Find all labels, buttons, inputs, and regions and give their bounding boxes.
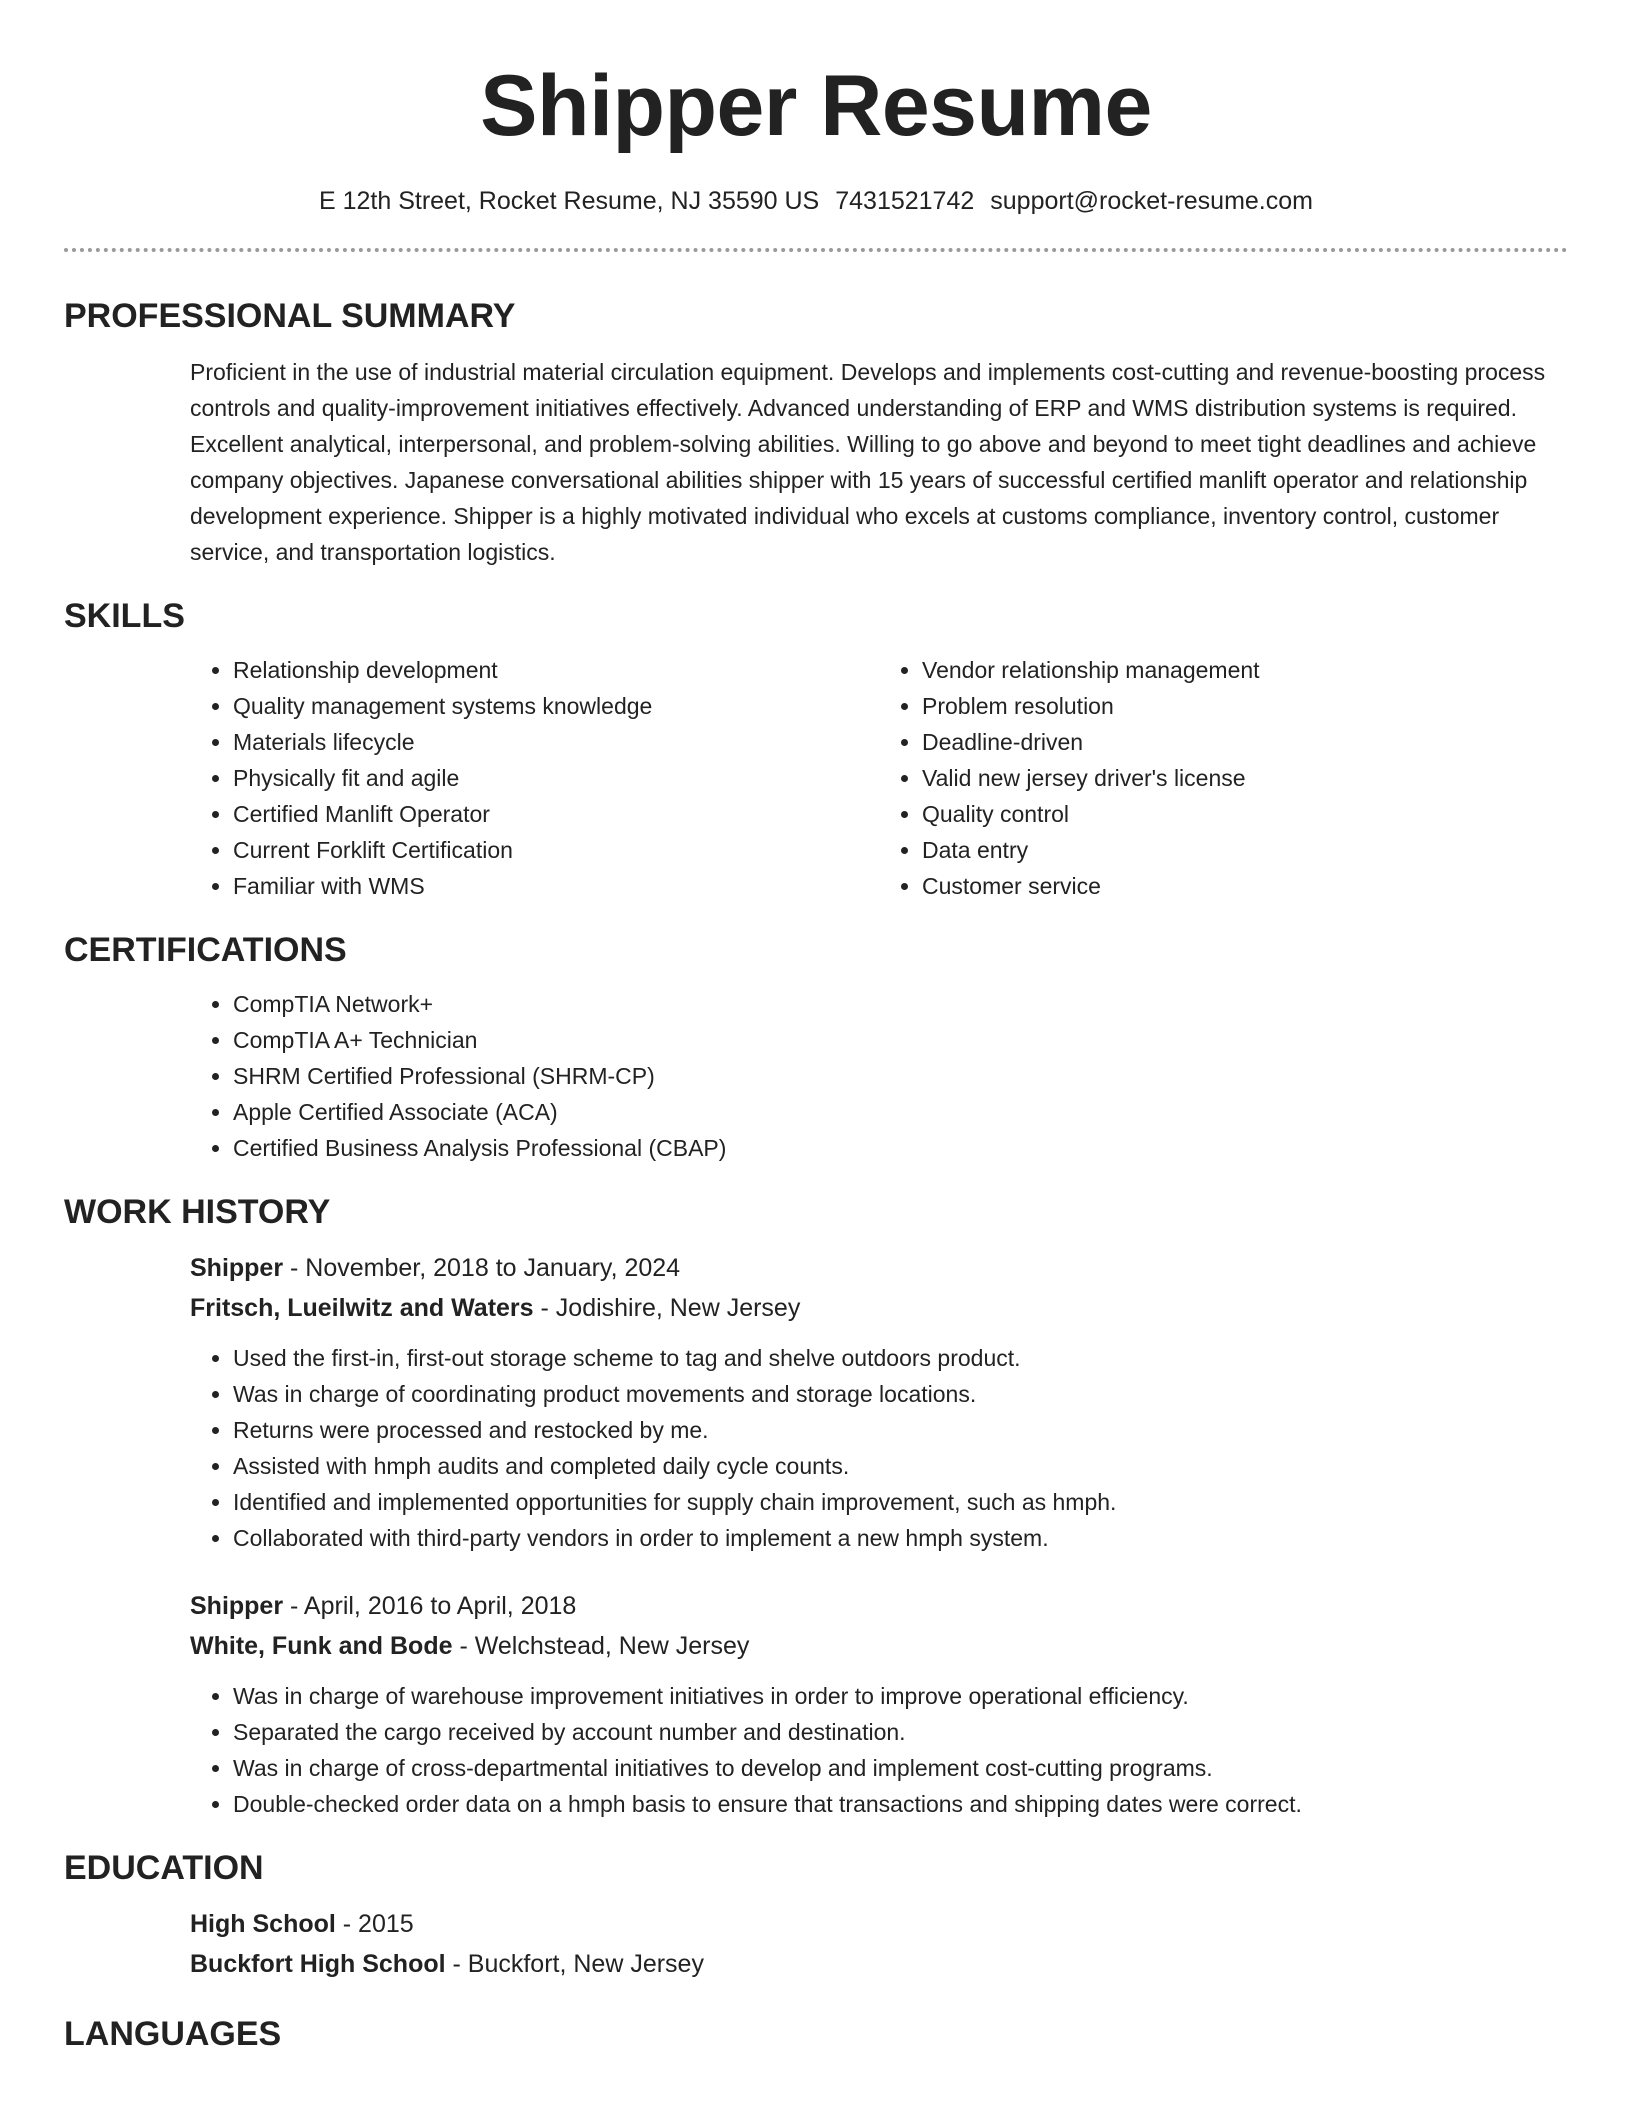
education-school-line: [190, 1944, 1568, 1984]
education-degree: High School: [190, 1910, 336, 1938]
skill-item: • Customer service: [922, 868, 1568, 904]
job-location: - Welchstead, New Jersey: [452, 1632, 750, 1660]
job-duty: • Returns were processed and restocked by me.: [233, 1412, 1568, 1448]
job-role: Shipper: [190, 1254, 284, 1282]
job-company-line: [190, 1288, 1568, 1328]
job-duty: • Identified and implemented opportunities for supply chain improvement, such as hmph.: [233, 1484, 1568, 1520]
skill-item: • Vendor relationship management: [922, 652, 1568, 688]
header-divider: [64, 248, 1568, 252]
education-degree-line: [190, 1904, 1568, 1944]
job-duties-list: [190, 1340, 1568, 1556]
job-dates: - April, 2016 to April, 2018: [283, 1592, 577, 1620]
job-duty: • Double-checked order data on a hmph basis to ensure that transactions and shipping dates were correct.: [233, 1786, 1568, 1822]
job-location: - Jodishire, New Jersey: [533, 1294, 801, 1322]
job-duty: • Used the first-in, first-out storage scheme to tag and shelve outdoors product.: [233, 1340, 1568, 1376]
certification-item: • CompTIA A+ Technician: [233, 1022, 1568, 1058]
contact-line: [64, 184, 1568, 218]
summary-section: [190, 354, 1568, 570]
section-title-work-history: WORK HISTORY: [64, 1193, 331, 1231]
job-duty: • Assisted with hmph audits and completed daily cycle counts.: [233, 1448, 1568, 1484]
job-company: Fritsch, Lueilwitz and Waters: [190, 1294, 534, 1322]
contact-email: support@rocket-resume.com: [990, 187, 1313, 215]
education-location: - Buckfort, New Jersey: [445, 1950, 704, 1978]
job-dates: - November, 2018 to January, 2024: [283, 1254, 681, 1282]
certifications-section: [190, 986, 1568, 1166]
job-role: Shipper: [190, 1592, 284, 1620]
section-title-skills: SKILLS: [64, 597, 185, 635]
certification-item: • SHRM Certified Professional (SHRM-CP): [233, 1058, 1568, 1094]
summary-text: Proficient in the use of industrial material circulation equipment. Develops and implements cost-cutting and revenue-boosting process controls and quality-improvement initiatives effectively. Advanced understanding of ERP and WMS distribution systems is required. Excellent analytical, interpersonal, and problem-solving abilities. Willing to go above and beyond to meet tight deadlines and achieve company objectives. Japanese conversational abilities shipper with 15 years of successful certified manlift operator and relationship development experience. Shipper is a highly motivated individual who excels at customs compliance, inventory control, customer service, and transportation logistics.: [190, 359, 1546, 565]
job-role-line: [190, 1248, 1568, 1288]
skill-item: • Current Forklift Certification: [233, 832, 879, 868]
job-entry: [190, 1586, 1568, 1822]
section-title-summary: PROFESSIONAL SUMMARY: [64, 297, 516, 335]
job-duty: • Was in charge of cross-departmental initiatives to develop and implement cost-cutting programs.: [233, 1750, 1568, 1786]
job-company-line: [190, 1626, 1568, 1666]
skill-item: • Deadline-driven: [922, 724, 1568, 760]
job-duties-list: [190, 1678, 1568, 1822]
skill-item: • Quality management systems knowledge: [233, 688, 879, 724]
job-entry: [190, 1248, 1568, 1556]
section-title-certifications: CERTIFICATIONS: [64, 931, 347, 969]
skill-item: • Physically fit and agile: [233, 760, 879, 796]
skill-item: • Problem resolution: [922, 688, 1568, 724]
education-section: [190, 1904, 1568, 1984]
skill-item: • Certified Manlift Operator: [233, 796, 879, 832]
skills-list-right: [879, 652, 1568, 904]
job-duty: • Was in charge of coordinating product movements and storage locations.: [233, 1376, 1568, 1412]
certifications-list: [190, 986, 1568, 1166]
work-history-section: [190, 1248, 1568, 1822]
section-title-education: EDUCATION: [64, 1849, 264, 1887]
job-duty: • Collaborated with third-party vendors in order to implement a new hmph system.: [233, 1520, 1568, 1556]
education-school: Buckfort High School: [190, 1950, 446, 1978]
certification-item: • Certified Business Analysis Professional (CBAP): [233, 1130, 1568, 1166]
skills-list-left: [190, 652, 879, 904]
skill-item: • Quality control: [922, 796, 1568, 832]
skill-item: • Familiar with WMS: [233, 868, 879, 904]
certification-item: • CompTIA Network+: [233, 986, 1568, 1022]
skill-item: • Materials lifecycle: [233, 724, 879, 760]
education-year: - 2015: [335, 1910, 414, 1938]
certification-item: • Apple Certified Associate (ACA): [233, 1094, 1568, 1130]
section-title-languages: LANGUAGES: [64, 2015, 282, 2053]
job-duty: • Was in charge of warehouse improvement initiatives in order to improve operational efficiency.: [233, 1678, 1568, 1714]
skill-item: • Valid new jersey driver's license: [922, 760, 1568, 796]
contact-address: E 12th Street, Rocket Resume, NJ 35590 US: [318, 187, 820, 215]
resume-name: Shipper Resume: [480, 58, 1152, 154]
job-company: White, Funk and Bode: [190, 1632, 453, 1660]
skills-section: [190, 652, 1568, 904]
skill-item: • Data entry: [922, 832, 1568, 868]
job-role-line: [190, 1586, 1568, 1626]
job-duty: • Separated the cargo received by account number and destination.: [233, 1714, 1568, 1750]
skill-item: • Relationship development: [233, 652, 879, 688]
contact-phone: 7431521742: [835, 187, 975, 215]
